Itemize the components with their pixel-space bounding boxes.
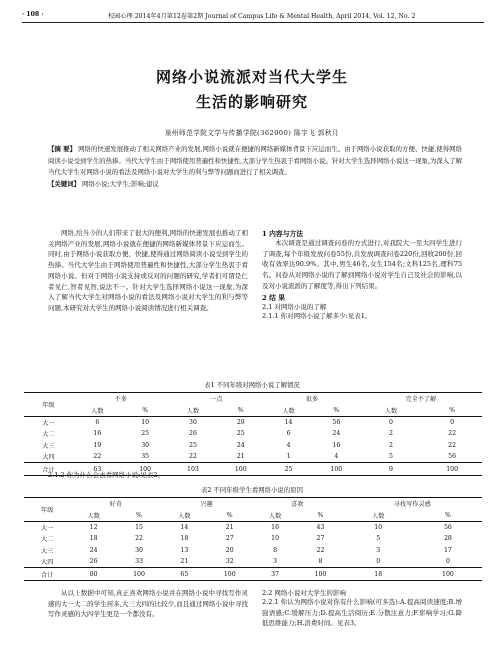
table-cell: 56 bbox=[332, 418, 341, 426]
page-number: · 108 · bbox=[22, 11, 44, 18]
table-cell: 18 bbox=[374, 570, 383, 578]
table-cell: 20 bbox=[225, 546, 234, 554]
group-header: 不多 bbox=[114, 396, 127, 404]
table-cell: 1 bbox=[286, 453, 291, 461]
table-cell: 27 bbox=[316, 535, 325, 543]
table-cell: 17 bbox=[443, 546, 452, 554]
table-cell: 0 bbox=[376, 558, 381, 566]
table-cell: 3 bbox=[376, 546, 381, 554]
section-2-2 bbox=[262, 588, 462, 629]
table-cell: 21 bbox=[180, 558, 189, 566]
table-cell: 3 bbox=[273, 558, 278, 566]
table-cell: 100 bbox=[139, 465, 152, 473]
affiliation: 泉州师范学院文学与传播学院(362000) 陈宇飞 郭秋月 bbox=[164, 129, 340, 137]
section-2-1-2-heading: 2.1.2 你为什么会去看网络小说:见表2。 bbox=[48, 471, 164, 479]
group-header: 好奇 bbox=[109, 501, 122, 509]
row-label: 大四 bbox=[41, 559, 54, 567]
table-row bbox=[24, 451, 482, 463]
row-label: 大二 bbox=[41, 536, 54, 544]
table-row bbox=[24, 428, 482, 439]
sub-header: % bbox=[449, 406, 456, 414]
sub-header: % bbox=[333, 406, 340, 414]
table-cell: 22 bbox=[189, 453, 197, 461]
group-header: 完全不了解 bbox=[405, 396, 437, 404]
table-cell: 14 bbox=[284, 418, 293, 426]
table-row bbox=[24, 556, 482, 568]
table-cell: 63 bbox=[93, 465, 102, 473]
sub-header: 人数 bbox=[268, 512, 282, 520]
table-cell: 16 bbox=[332, 441, 341, 449]
grade-header: 年级 bbox=[24, 393, 73, 417]
table-cell: 5 bbox=[388, 453, 393, 461]
sub-header: 人数 bbox=[372, 512, 385, 520]
row-label: 大三 bbox=[42, 442, 55, 450]
table-cell: 26 bbox=[189, 430, 197, 438]
table-cell: 10 bbox=[374, 523, 383, 531]
sub-header: % bbox=[226, 511, 233, 519]
table-cell: 16 bbox=[271, 523, 280, 531]
table-cell: 27 bbox=[225, 535, 234, 543]
table-cell: 15 bbox=[135, 523, 143, 531]
table-cell: 80 bbox=[89, 570, 98, 578]
table-cell: 16 bbox=[93, 430, 102, 438]
sub-header: 人数 bbox=[186, 407, 200, 415]
table-cell: 5 bbox=[376, 535, 381, 543]
row-label: 大一 bbox=[41, 524, 54, 532]
running-header bbox=[22, 9, 484, 21]
right-column bbox=[262, 228, 462, 320]
table-cell: 100 bbox=[330, 465, 343, 473]
group-header: 喜欢 bbox=[291, 501, 304, 509]
sub-header: 人数 bbox=[178, 512, 191, 520]
keywords-paragraph bbox=[48, 179, 462, 191]
section-1-text: 本次调查是通过调查问卷的方式进行,对我院大一至大四学生进行了调查,每个年级发放问卷55份,共发放调查问卷220份,回收200份,回收有效率达90.9%。其中,男生46名,女生154名;文科125名,理科75名。问卷从对网络小说的了解到网络小说对学生自己及社会的影响,以及对小说流派的了解度等,得出下列结果。 bbox=[262, 239, 462, 290]
abstract-paragraph bbox=[48, 144, 462, 179]
section-2-1-1-heading: 2.1.1 你对网络小说了解多少:见表1。 bbox=[262, 311, 372, 320]
table-cell: 32 bbox=[225, 558, 234, 566]
table-cell: 30 bbox=[141, 441, 150, 449]
intro-paragraph: 网络,给当今的人们带来了很大的便利,网络的快速发展也推动了相关网络产业的发展,网络小说就在便捷的网络新媒体背景下应运而生。同时,由于网络小说获取方便、快捷,使得通过网络阅读小说受到学生的热捧。当代大学生由于网络使用普遍性和快捷性,大部分学生热衷于看网络小说。但对于网络小说支持或反对的问题的研究,学者们可谓是仁者见仁,智者见智,说法不一。针对大学生选择网络小说这一现象,为深入了解当代大学生对网络小说的看法及网络小说对大学生的利与弊等问题,本研究对大学生的网络小说阅读情况进行相关调查。 bbox=[48, 229, 248, 312]
row-label: 大一 bbox=[42, 419, 55, 427]
table-cell: 14 bbox=[180, 523, 189, 531]
table-cell: 0 bbox=[450, 418, 455, 426]
table-cell: 35 bbox=[141, 453, 150, 461]
table-cell: 21 bbox=[225, 523, 234, 531]
section-1-heading: 1 内容与方法 bbox=[262, 230, 304, 238]
sub-header: 人数 bbox=[282, 407, 295, 415]
sub-header: 人数 bbox=[87, 512, 100, 520]
table-cell: 100 bbox=[223, 570, 236, 578]
table-cell: 25 bbox=[141, 430, 150, 438]
journal-citation: 校园心理 2014年4月第12卷第2期 Journal of Campus Life & Mental Health, April 2014, Vol. 12, No. 2 bbox=[108, 13, 416, 20]
table-cell: 28 bbox=[443, 535, 452, 543]
table-cell: 6 bbox=[95, 418, 100, 426]
table-cell: 0 bbox=[445, 558, 450, 566]
table-cell: 22 bbox=[448, 430, 457, 438]
table-cell: 25 bbox=[284, 465, 293, 473]
table-cell: 100 bbox=[442, 570, 454, 578]
table-cell: 25 bbox=[236, 430, 245, 438]
sub-header: % bbox=[317, 511, 324, 519]
table-cell: 100 bbox=[234, 465, 247, 473]
title-line-1: 网络小说流派对当代大学生 bbox=[155, 68, 348, 86]
table-2 bbox=[24, 497, 482, 581]
table-row bbox=[24, 521, 482, 533]
table-cell: 0 bbox=[388, 418, 393, 426]
table-row bbox=[24, 533, 482, 544]
table-cell: 22 bbox=[316, 546, 325, 554]
table-cell: 19 bbox=[93, 441, 102, 449]
table-cell: 4 bbox=[286, 441, 291, 449]
table-cell: 103 bbox=[187, 465, 199, 473]
table-cell: 21 bbox=[236, 453, 245, 461]
row-label: 合计 bbox=[41, 571, 54, 579]
keywords-label: 【关键词】 bbox=[48, 179, 80, 188]
keywords-text: 网络小说;大学生;影响;建议 bbox=[82, 179, 159, 188]
table-row bbox=[24, 568, 482, 580]
sub-header: % bbox=[136, 511, 142, 519]
table-row bbox=[24, 416, 482, 428]
sub-header: 人数 bbox=[91, 407, 104, 415]
table-cell: 2 bbox=[388, 441, 393, 449]
table-cell: 18 bbox=[180, 535, 189, 543]
table-cell: 37 bbox=[271, 570, 280, 578]
table-row bbox=[24, 440, 482, 451]
group-header: 兴趣 bbox=[200, 501, 213, 509]
table-cell: 43 bbox=[316, 523, 325, 531]
table-cell: 6 bbox=[286, 430, 291, 438]
row-label: 大二 bbox=[42, 431, 55, 439]
section-2-heading: 2 结 果 bbox=[262, 293, 286, 302]
table-1-caption: 表1 不同年级对网络小说了解情况 bbox=[204, 381, 300, 389]
section-2-1-heading: 2.1 对网络小说的了解 bbox=[262, 302, 327, 311]
table-cell: 100 bbox=[133, 570, 145, 578]
table-cell: 29 bbox=[236, 418, 245, 426]
table-cell: 56 bbox=[443, 523, 452, 531]
table-cell: 22 bbox=[448, 441, 457, 449]
group-header: 寻找写作灵感 bbox=[393, 501, 431, 509]
table-cell: 12 bbox=[89, 523, 98, 531]
table-1 bbox=[24, 392, 482, 476]
section-2-2-1-text: 2.2.1 你认为网络小说对你有什么影响(可多选):A.提高阅读速度;B.增强语感;C.缓解压力;D.提高生活阅历;E.分散注意力;F.影响学习;G.降低思维能力;H.浪费时间。见表3。 bbox=[262, 598, 462, 628]
table-cell: 10 bbox=[271, 535, 280, 543]
group-header: 很多 bbox=[305, 396, 319, 404]
table-cell: 9 bbox=[388, 465, 393, 473]
header-rule bbox=[22, 22, 484, 23]
table-cell: 65 bbox=[180, 570, 189, 578]
table-cell: 100 bbox=[314, 570, 327, 578]
table-cell: 22 bbox=[135, 535, 143, 543]
row-label: 大四 bbox=[42, 454, 55, 462]
table-cell: 26 bbox=[89, 558, 98, 566]
title-line-2: 生活的影响研究 bbox=[195, 93, 308, 111]
table-cell: 30 bbox=[135, 546, 143, 554]
table-cell: 25 bbox=[189, 441, 197, 449]
table-cell: 30 bbox=[189, 418, 197, 426]
table-cell: 8 bbox=[318, 558, 323, 566]
table-2-discussion: 从以上数据中可知,真正喜欢网络小说并在网络小说中寻找写作灵感的大一大二的学生居多,大三大四的比较少,而且通过网络小说中寻找写作灵感的大四学生更是一个都没有。 bbox=[48, 589, 248, 619]
sub-header: % bbox=[237, 406, 244, 414]
group-header: 一点 bbox=[210, 396, 223, 404]
table-cell: 8 bbox=[273, 546, 278, 554]
section-2-2-heading: 2.2 网络小说对大学生的影响 bbox=[262, 589, 346, 597]
abstract-label: 【摘 要】 bbox=[48, 145, 77, 153]
table-cell: 100 bbox=[446, 465, 459, 473]
table-cell: 4 bbox=[334, 453, 339, 461]
table-cell: 33 bbox=[135, 558, 143, 566]
table-cell: 24 bbox=[332, 430, 341, 438]
table-cell: 13 bbox=[180, 546, 189, 554]
table-cell: 24 bbox=[89, 546, 98, 554]
table-row bbox=[24, 545, 482, 556]
table-cell: 2 bbox=[388, 430, 393, 438]
abstract bbox=[48, 144, 462, 190]
row-label: 合计 bbox=[42, 466, 55, 474]
table-cell: 56 bbox=[448, 453, 457, 461]
grade-header: 年级 bbox=[24, 498, 70, 522]
table-cell: 18 bbox=[89, 535, 98, 543]
sub-header: 人数 bbox=[384, 407, 398, 415]
table-cell: 24 bbox=[236, 441, 245, 449]
sub-header: % bbox=[142, 406, 149, 414]
sub-header: % bbox=[444, 511, 451, 519]
table-2-caption: 表2 不同年级学生看网络小说的原因 bbox=[201, 486, 303, 494]
abstract-text: 网络的快速发展推动了相关网络产业的发展,网络小说就在便捷的网络新媒体背景下应运而生。由于网络小说获取的方便、快捷,使得网络阅读小说受到学生的热捧。当代大学生由于网络使用普遍性和快捷性,大部分学生热衷于看网络小说。针对大学生选择网络小说这一现象,为深入了解当代大学生对网络小说的看法及网络小说对大学生的利与弊等问题而进行了相关调查。 bbox=[48, 145, 462, 177]
table-cell: 10 bbox=[141, 418, 150, 426]
row-label: 大三 bbox=[41, 547, 54, 555]
table-cell: 22 bbox=[93, 453, 102, 461]
